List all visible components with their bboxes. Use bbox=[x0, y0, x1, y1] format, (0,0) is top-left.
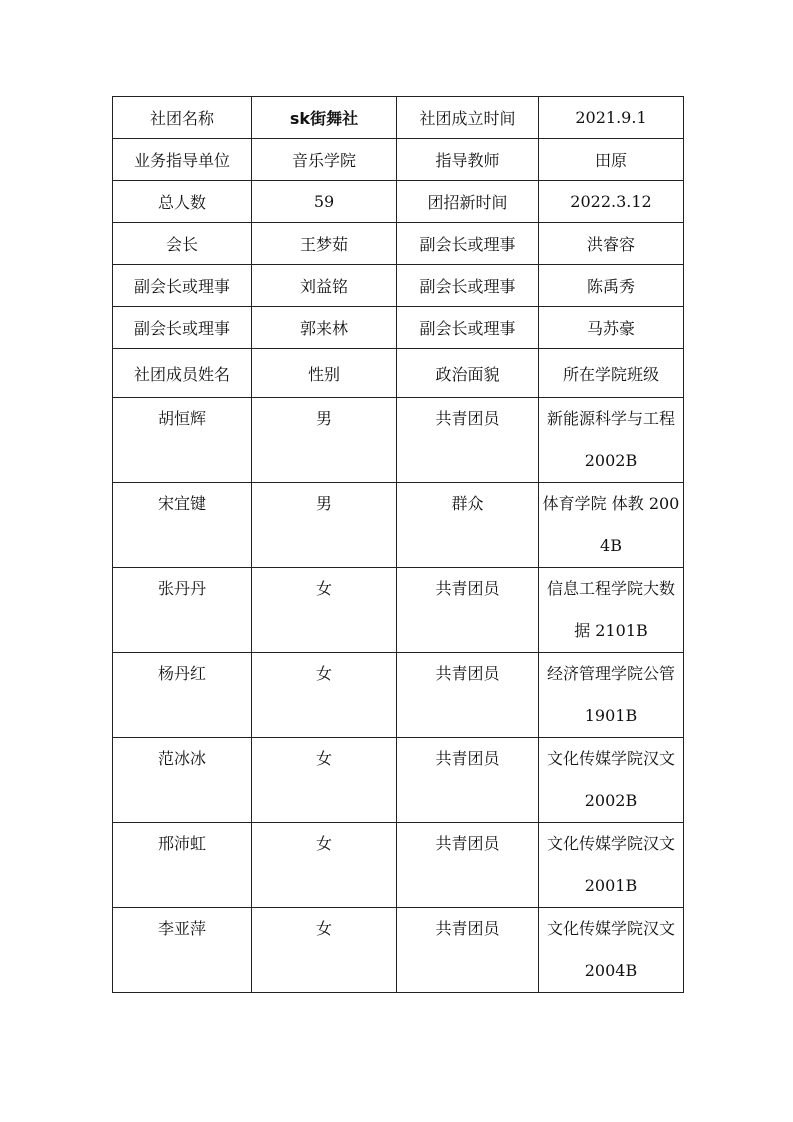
header-college-class: 所在学院班级 bbox=[539, 349, 684, 398]
label-cell: 指导教师 bbox=[397, 139, 539, 181]
label-cell: 副会长或理事 bbox=[113, 307, 252, 349]
total-members-value: 59 bbox=[252, 181, 397, 223]
member-name: 宋宜键 bbox=[113, 483, 252, 568]
header-member-name: 社团成员姓名 bbox=[113, 349, 252, 398]
vice-president-value: 洪睿容 bbox=[539, 223, 684, 265]
member-college-class: 经济管理学院公管 1901B bbox=[539, 653, 684, 738]
member-gender: 女 bbox=[252, 908, 397, 993]
label-cell: 团招新时间 bbox=[397, 181, 539, 223]
recruitment-date-value: 2022.3.12 bbox=[539, 181, 684, 223]
member-college-class: 文化传媒学院汉文 2004B bbox=[539, 908, 684, 993]
member-college-class: 文化传媒学院汉文 2001B bbox=[539, 823, 684, 908]
info-row-advisor bbox=[113, 139, 684, 181]
label-cell: 总人数 bbox=[113, 181, 252, 223]
member-name: 范冰冰 bbox=[113, 738, 252, 823]
president-value: 王梦茹 bbox=[252, 223, 397, 265]
member-row bbox=[113, 738, 684, 823]
member-name: 邢沛虹 bbox=[113, 823, 252, 908]
member-name: 胡恒辉 bbox=[113, 398, 252, 483]
advisor-teacher-value: 田原 bbox=[539, 139, 684, 181]
member-political-status: 共青团员 bbox=[397, 568, 539, 653]
member-college-class: 新能源科学与工程 2002B bbox=[539, 398, 684, 483]
member-gender: 女 bbox=[252, 738, 397, 823]
label-cell: 社团成立时间 bbox=[397, 97, 539, 139]
member-row bbox=[113, 823, 684, 908]
member-political-status: 共青团员 bbox=[397, 653, 539, 738]
label-cell: 业务指导单位 bbox=[113, 139, 252, 181]
member-political-status: 共青团员 bbox=[397, 908, 539, 993]
member-row bbox=[113, 653, 684, 738]
member-gender: 女 bbox=[252, 653, 397, 738]
label-cell: 副会长或理事 bbox=[397, 265, 539, 307]
label-cell: 会长 bbox=[113, 223, 252, 265]
label-cell: 副会长或理事 bbox=[397, 223, 539, 265]
member-row bbox=[113, 398, 684, 483]
vice-president-value: 马苏豪 bbox=[539, 307, 684, 349]
info-row-president bbox=[113, 223, 684, 265]
member-name: 杨丹红 bbox=[113, 653, 252, 738]
label-cell: 副会长或理事 bbox=[113, 265, 252, 307]
guiding-unit-value: 音乐学院 bbox=[252, 139, 397, 181]
vice-president-value: 刘益铭 bbox=[252, 265, 397, 307]
member-row bbox=[113, 908, 684, 993]
member-political-status: 共青团员 bbox=[397, 823, 539, 908]
member-name: 李亚萍 bbox=[113, 908, 252, 993]
member-row bbox=[113, 483, 684, 568]
info-row-vice-1 bbox=[113, 265, 684, 307]
member-political-status: 共青团员 bbox=[397, 738, 539, 823]
info-row-headcount bbox=[113, 181, 684, 223]
header-political-status: 政治面貌 bbox=[397, 349, 539, 398]
club-name-value: sk街舞社 bbox=[252, 97, 397, 139]
member-gender: 男 bbox=[252, 483, 397, 568]
member-political-status: 群众 bbox=[397, 483, 539, 568]
member-political-status: 共青团员 bbox=[397, 398, 539, 483]
label-cell: 副会长或理事 bbox=[397, 307, 539, 349]
member-college-class: 信息工程学院大数据 2101B bbox=[539, 568, 684, 653]
vice-president-value: 郭来林 bbox=[252, 307, 397, 349]
member-name: 张丹丹 bbox=[113, 568, 252, 653]
club-registration-table bbox=[112, 96, 684, 993]
member-college-class: 体育学院 体教 2004B bbox=[539, 483, 684, 568]
member-gender: 女 bbox=[252, 823, 397, 908]
member-row bbox=[113, 568, 684, 653]
vice-president-value: 陈禹秀 bbox=[539, 265, 684, 307]
label-cell: 社团名称 bbox=[113, 97, 252, 139]
info-row-club-name bbox=[113, 97, 684, 139]
member-header-row bbox=[113, 349, 684, 398]
founding-date-value: 2021.9.1 bbox=[539, 97, 684, 139]
member-gender: 男 bbox=[252, 398, 397, 483]
header-gender: 性别 bbox=[252, 349, 397, 398]
member-gender: 女 bbox=[252, 568, 397, 653]
info-row-vice-2 bbox=[113, 307, 684, 349]
member-college-class: 文化传媒学院汉文 2002B bbox=[539, 738, 684, 823]
